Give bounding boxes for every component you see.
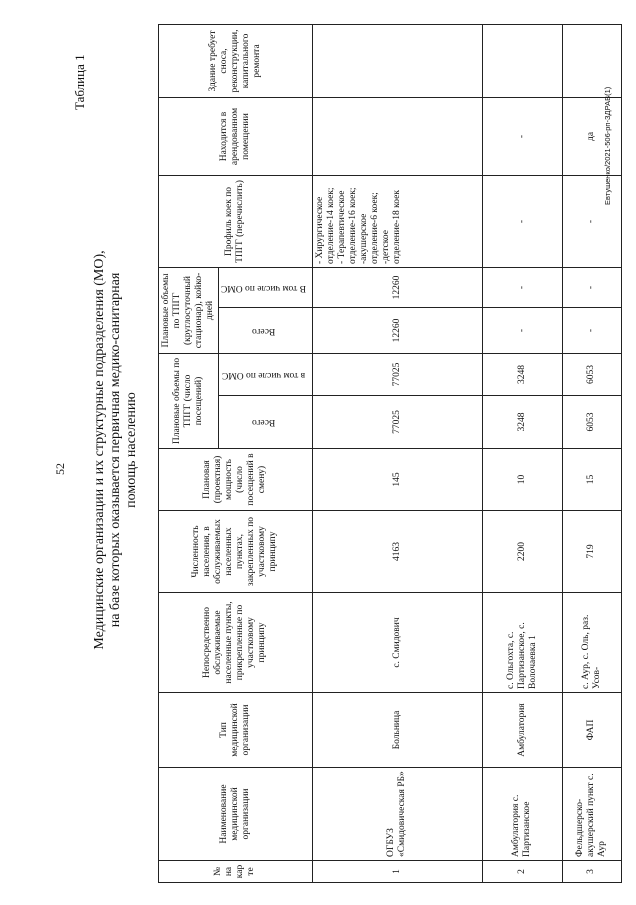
document-title [92, 180, 140, 720]
cell-hosp-oms: - [562, 267, 621, 307]
cell-name: Фельдшерско-акушерский пункт с. Аур [562, 768, 621, 861]
cell-type: Амбулатория [482, 693, 562, 768]
cell-hosp-oms: 12260 [312, 267, 482, 307]
cell-num: 1 [312, 861, 482, 883]
header-type: Тип медицинской организации [159, 693, 313, 768]
cell-num: 2 [482, 861, 562, 883]
cell-hosp-oms: - [482, 267, 562, 307]
table-row [482, 24, 562, 882]
title-line-1: Медицинские организации и их структурные подразделения (МО), [92, 250, 107, 650]
cell-population: 719 [562, 511, 621, 593]
table-row [312, 24, 482, 882]
cell-leased [312, 97, 482, 175]
header-visits-total: Всего [219, 396, 313, 449]
cell-visits-oms: 3248 [482, 353, 562, 395]
header-profile: Профиль коек по ТПГГ (перечислить) [159, 175, 313, 267]
cell-type: ФАП [562, 693, 621, 768]
cell-name: Амбулатория с. Партизанское [482, 768, 562, 861]
cell-population: 4163 [312, 511, 482, 593]
table-row [562, 24, 621, 882]
table-caption: Таблица 1 [72, 54, 87, 110]
cell-visits-oms: 6053 [562, 353, 621, 395]
header-visits-oms: в том числе по ОМС [219, 353, 313, 395]
header-population: Численность населения, в обслуживаемых населенных пунктах, закрепленных по участковому принципу [159, 511, 313, 593]
profile-line: -детское отделение-18 коек [380, 190, 402, 264]
cell-leased: - [482, 97, 562, 175]
cell-num: 3 [562, 861, 621, 883]
medical-organizations-table [158, 24, 622, 883]
cell-repair [482, 24, 562, 97]
cell-visits-total: 77025 [312, 396, 482, 449]
cell-visits-oms: 77025 [312, 353, 482, 395]
cell-visits-total: 3248 [482, 396, 562, 449]
header-tpgg-hosp: Плановые объемы по ТПГГ (круглосуточный стационар), койко-дней [159, 267, 219, 353]
profile-line: -акушерское отделение-6 коек; [358, 192, 380, 264]
header-name: Наименование медицинской организации [159, 768, 313, 861]
footer-code: Евтушенко/2021-506-рп-ЗДРАВ(1) [603, 86, 612, 205]
cell-settlements: с. Смидович [312, 593, 482, 693]
title-line-2: на базе которых оказывается первичная медико-санитарная [108, 272, 123, 628]
cell-visits-total: 6053 [562, 396, 621, 449]
page-number: 52 [53, 463, 67, 475]
cell-hosp-total: - [482, 307, 562, 353]
cell-capacity: 15 [562, 449, 621, 511]
cell-repair [312, 24, 482, 97]
cell-population: 2200 [482, 511, 562, 593]
header-repair: Здание требует сноса, реконструкции, капитального ремонта [159, 24, 313, 97]
profile-line: - Хирургическое отделение-14 коек; [314, 187, 336, 264]
header-hosp-total: Всего [219, 307, 313, 353]
cell-settlements: с. Ольгохта, с. Партизанское, с. Волочаевка 1 [482, 593, 562, 693]
cell-repair [562, 24, 621, 97]
cell-profile: - [562, 175, 621, 267]
cell-hosp-total: - [562, 307, 621, 353]
cell-profile: - [482, 175, 562, 267]
profile-line: - Терапевтическое отделение-16 коек; [336, 187, 358, 264]
header-capacity: Плановая (проектная) мощность (число посещений в смену) [159, 449, 313, 511]
header-num: № на карте [159, 861, 313, 883]
cell-type: Больница [312, 693, 482, 768]
cell-name: ОГБУЗ «Смидовическая РБ» [312, 768, 482, 861]
cell-profile [312, 175, 482, 267]
header-tpgg-visits: Плановые объемы по ТПГГ (число посещений) [159, 353, 219, 448]
title-line-3: помощь населению [124, 392, 139, 508]
header-hosp-oms: В том числе по ОМС [219, 267, 313, 307]
cell-capacity: 10 [482, 449, 562, 511]
cell-settlements: с. Аур, с. Оль, раз. Усов- [562, 593, 621, 693]
cell-capacity: 145 [312, 449, 482, 511]
header-settlements: Непосредственно обслуживаемые населенные пункты, прикрепленные по участковому принципу [159, 593, 313, 693]
header-leased: Находится в арендованном помещении [159, 97, 313, 175]
cell-leased: да [562, 97, 621, 175]
cell-hosp-total: 12260 [312, 307, 482, 353]
